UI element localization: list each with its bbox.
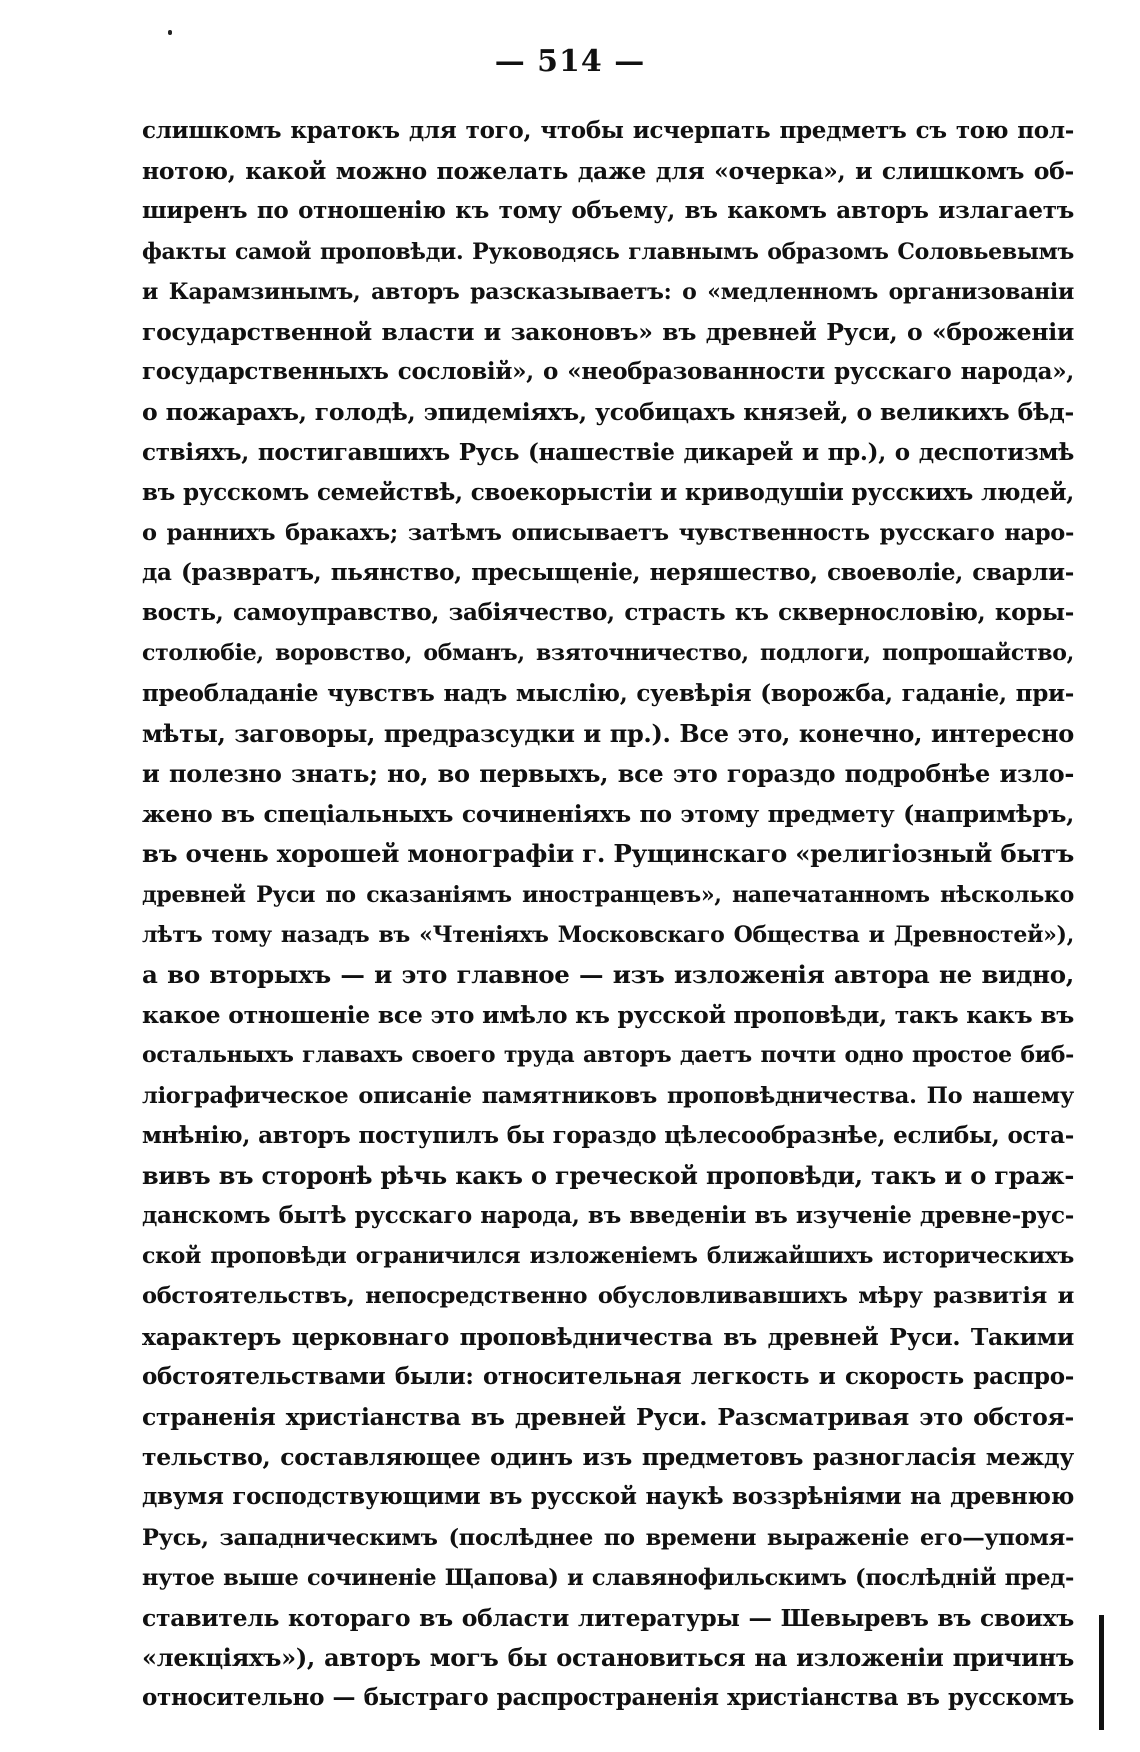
text-line: о раннихъ бракахъ; затѣмъ описываетъ чувственность русскаго наро-	[142, 519, 1074, 546]
text-line: остальныхъ главахъ своего труда авторъ даетъ почти одно простое биб-	[142, 1042, 1074, 1069]
text-line: въ русскомъ семействѣ, своекорыстіи и криводушіи русскихъ людей,	[142, 478, 1074, 506]
text-line: ской проповѣди ограничился изложеніемъ ближайшихъ историческихъ	[142, 1243, 1074, 1270]
text-line: какое отношеніе все это имѣло къ русской проповѣди, такъ какъ въ	[142, 1001, 1074, 1030]
text-line: государственной власти и законовъ» въ древней Руси, о «броженіи	[142, 317, 1074, 346]
text-line: двумя господствующими въ русской наукѣ воззрѣніями на древнюю	[142, 1483, 1074, 1511]
text-line: Русь, западническимъ (послѣднее по времени выраженіе его—упомя-	[142, 1524, 1074, 1551]
text-line: ліографическое описаніе памятниковъ проповѣдничества. По нашему	[142, 1082, 1074, 1109]
text-line: и полезно знать; но, во первыхъ, все это гораздо подробнѣе изло-	[142, 759, 1074, 788]
text-line: данскомъ бытѣ русскаго народа, въ введеніи въ изученіе древне-рус-	[142, 1202, 1074, 1230]
text-line: вость, самоуправство, забіячество, страсть къ сквернословію, коры-	[142, 599, 1074, 627]
text-line: въ очень хорошей монографіи г. Рущинскаго «религіозный бытъ	[142, 839, 1074, 869]
text-line: лѣтъ тому назадъ въ «Чтеніяхъ Московскаго Общества и Древностей»),	[142, 921, 1074, 948]
body-text	[142, 111, 1074, 1719]
text-line: слишкомъ кратокъ для того, чтобы исчерпать предметъ съ тою пол-	[142, 117, 1074, 144]
text-line: преобладаніе чувствъ надъ мыслію, суевѣрія (ворожба, гаданіе, при-	[142, 679, 1074, 707]
margin-mark	[1099, 1615, 1104, 1730]
text-line: жено въ спеціальныхъ сочиненіяхъ по этому предмету (напримѣръ,	[142, 800, 1074, 829]
text-line: «лекціяхъ»), авторъ могъ бы остановиться на изложеніи причинъ	[142, 1643, 1074, 1673]
text-line: о пожарахъ, голодѣ, эпидеміяхъ, усобицахъ князей, о великихъ бѣд-	[142, 398, 1074, 427]
text-line: вивъ въ сторонѣ рѣчь какъ о греческой проповѣди, такъ и о граж-	[142, 1160, 1074, 1190]
text-line: древней Руси по сказаніямъ иностранцевъ», напечатанномъ нѣсколько	[142, 881, 1074, 908]
text-line: столюбіе, воровство, обманъ, взяточничество, подлоги, попрошайство,	[142, 640, 1074, 667]
text-line: нотою, какой можно пожелать даже для «очерка», и слишкомъ об-	[142, 157, 1074, 186]
text-line: мнѣнію, авторъ поступилъ бы гораздо цѣлесообразнѣе, еслибы, оста-	[142, 1121, 1074, 1149]
text-line: тельство, составляющее одинъ изъ предметовъ разногласія между	[142, 1443, 1074, 1472]
page-number: — 514 —	[494, 44, 646, 79]
text-line: мѣты, заговоры, предразсудки и пр.). Все это, конечно, интересно	[142, 718, 1074, 748]
text-line: страненія христіанства въ древней Руси. Разсматривая это обстоя-	[142, 1403, 1074, 1431]
text-line: государственныхъ сословій», о «необразованности русскаго народа»,	[142, 358, 1074, 386]
text-line: и Карамзинымъ, авторъ разсказываетъ: о «медленномъ организованіи	[142, 278, 1074, 305]
text-line: ствіяхъ, постигавшихъ Русь (нашествіе дикарей и пр.), о деспотизмѣ	[142, 438, 1074, 466]
text-line: относительно — быстраго распространенія христіанства въ русскомъ	[142, 1684, 1074, 1712]
text-line: факты самой проповѣди. Руководясь главнымъ образомъ Соловьевымъ	[142, 238, 1074, 265]
text-line: нутое выше сочиненіе Щапова) и славянофильскимъ (послѣдній пред-	[142, 1564, 1074, 1591]
text-line: обстоятельствами были: относительная легкость и скорость распро-	[142, 1362, 1074, 1390]
ink-speck	[168, 30, 172, 35]
text-line: ставитель котораго въ области литературы — Шевыревъ въ своихъ	[142, 1603, 1074, 1632]
text-line: а во вторыхъ — и это главное — изъ изложенія автора не видно,	[142, 959, 1074, 989]
text-line: обстоятельствъ, непосредственно обусловливавшихъ мѣру развитія и	[142, 1283, 1074, 1310]
text-line: ширенъ по отношенію къ тому объему, въ какомъ авторъ излагаетъ	[142, 197, 1074, 225]
text-line: характеръ церковнаго проповѣдничества въ древней Руси. Такими	[142, 1322, 1074, 1351]
text-line: да (развратъ, пьянство, пресыщеніе, неряшество, своеволіе, сварли-	[142, 559, 1074, 587]
